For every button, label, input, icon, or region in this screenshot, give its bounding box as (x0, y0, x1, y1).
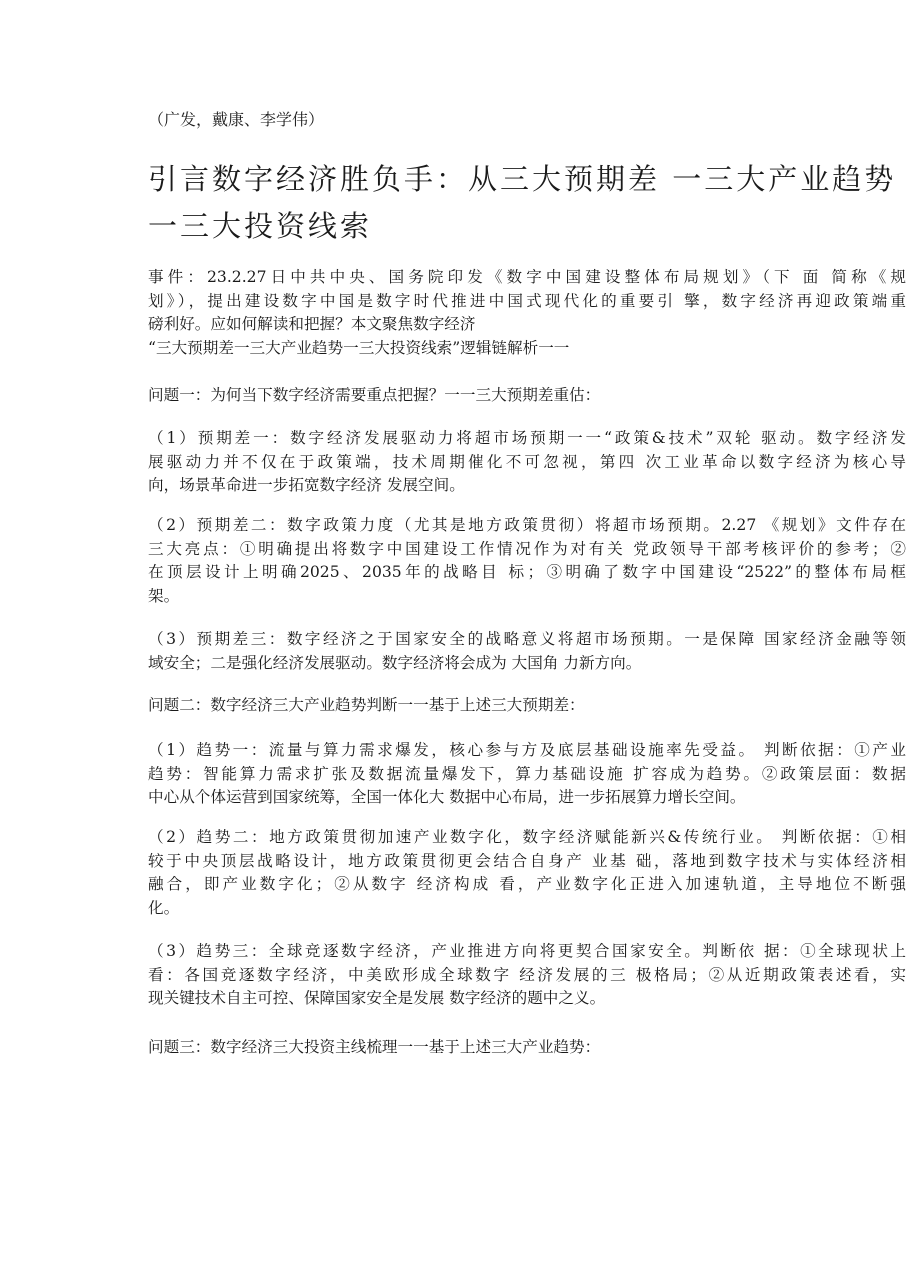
expectation-gap-one (148, 427, 906, 498)
expectation-gap-three (148, 628, 906, 675)
paragraph-line: （1）趋势一：流量与算力需求爆发，核心参与方及底层基础设施率先受益。 判断依据：①产业 (148, 741, 906, 759)
paragraph-line: 架。 (148, 586, 180, 605)
paragraph-line: 事件：23.2.27日中共中央、国务院印发《数字中国建设整体布局规划》（下 面 简称《规 (148, 268, 906, 286)
question-one-heading (148, 384, 906, 408)
paragraph-line: 中心从个体运营到国家统筹，全国一体化大 数据中心布局，进一步拓展算力增长空间。 (148, 788, 746, 806)
paragraph-line: 域安全；二是强化经济发展驱动。数字经济将会成为 大国角 力新方向。 (148, 653, 642, 672)
paragraph-line: 化。 (148, 898, 180, 917)
paragraph-line: 展驱动力并不仅在于政策端，技术周期催化不可忽视，第四 次工业革命以数字经济为核心导 (148, 452, 906, 471)
paragraph-line: 较于中央顶层战略设计，地方政策贯彻更会结合自身产 业基 础，落地到数字技术与实体经济相 (148, 851, 906, 870)
trend-three (148, 940, 906, 1011)
paragraph-line: 问题一：为何当下数字经济需要重点把握？一一三大预期差重估： (148, 386, 601, 404)
paragraph-line: 在顶层设计上明确2025、2035年的战略目 标；③明确了数字中国建设“2522”的整体布局框 (148, 563, 906, 581)
paragraph-line: 融合，即产业数字化；②从数字 经济构成 看，产业数字化正进入加速轨道，主导地位不断强 (148, 875, 906, 893)
title-line: 一三大投资线索 (148, 209, 373, 243)
paragraph-line: 三大亮点：①明确提出将数字中国建设工作情况作为对有关 党政领导干部考核评价的参考；② (148, 539, 906, 558)
paragraph-line: （2）趋势二：地方政策贯彻加速产业数字化，数字经济赋能新兴&传统行业。 判断依据：①相 (148, 828, 906, 846)
page-title (148, 156, 906, 250)
question-three-heading (148, 1036, 906, 1060)
event-paragraph (148, 266, 906, 360)
trend-one (148, 739, 906, 810)
paragraph-line: 磅利好。应如何解读和把握？本文聚焦数字经济 (148, 315, 476, 333)
paragraph-line: （1）预期差一：数字经济发展驱动力将超市场预期一一“政策&技术”双轮 驱动。数字经济发 (148, 429, 906, 447)
paragraph-line: （2）预期差二：数字政策力度（尤其是地方政策贯彻）将超市场预期。2.27 《规划》文件存在 (148, 516, 906, 534)
paragraph-line: 问题三：数字经济三大投资主线梳理一一基于上述三大产业趋势： (148, 1038, 601, 1056)
question-two-heading (148, 694, 906, 718)
title-line: 引言数字经济胜负手：从三大预期差 一三大产业趋势 (148, 162, 897, 196)
expectation-gap-two (148, 514, 906, 608)
paragraph-line: （3）预期差三：数字经济之于国家安全的战略意义将超市场预期。一是保障 国家经济金融等领 (148, 630, 906, 648)
paragraph-line: 看：各国竞逐数字经济，中美欧形成全球数字 经济发展的三 极格局；②从近期政策表述看，实 (148, 965, 906, 984)
trend-two (148, 826, 906, 920)
paragraph-line: 趋势：智能算力需求扩张及数据流量爆发下，算力基础设施 扩容成为趋势。②政策层面：数据 (148, 764, 906, 783)
paragraph-line: “三大预期差一三大产业趋势一三大投资线索”逻辑链解析一一 (148, 338, 570, 357)
paragraph-line: （3）趋势三：全球竞逐数字经济，产业推进方向将更契合国家安全。判断依 据：①全球现状上 (148, 942, 906, 960)
paragraph-line: 问题二：数字经济三大产业趋势判断一一基于上述三大预期差： (148, 696, 585, 714)
paragraph-line: 划》），提出建设数字中国是数字时代推进中国式现代化的重要引 擎，数字经济再迎政策端重 (148, 291, 906, 310)
paragraph-line: 向，场景革命进一步拓宽数字经济 发展空间。 (148, 476, 465, 494)
paragraph-line: 现关键技术自主可控、保障国家安全是发展 数字经济的题中之义。 (148, 989, 606, 1007)
byline: （广发，戴康、李学伟） (148, 110, 325, 129)
